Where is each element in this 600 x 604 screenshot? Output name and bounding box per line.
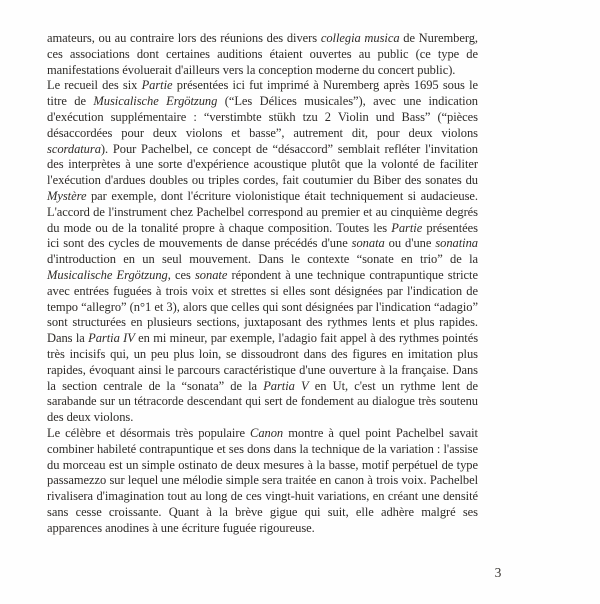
italic-run: collegia musica	[320, 31, 400, 45]
italic-run: Partie	[391, 220, 423, 235]
text-run: (“Les Délices musicales”), avec une indication d'exécution supplémentaire : “verstimbte stükh tzu 2 Violin und Bass” (“pièces désaccordées pour deux violons et basse”, autrement dit, pour deux violons	[47, 94, 478, 140]
text-run: en Ut, c'est un rythme lent de sarabande sur un tétracorde descendant qui sert de fondement au dialogue très soutenu des deux violons.	[47, 378, 478, 425]
text-run: ). Pour Pachelbel, ce concept de “désaccord” semblait refléter l'invitation des interprètes à une sorte d'expérience acoustique plutôt que la volonté de faciliter l'exécution d'ardues doubles ou triples cordes, fait coutumier du Biber des sonates du	[47, 141, 478, 188]
italic-run: Musicalische Ergötzung	[93, 94, 218, 109]
italic-run: Partie	[141, 78, 173, 93]
italic-run: sonata	[351, 236, 385, 251]
text-run: ou d'une	[384, 236, 436, 251]
italic-run: sonate	[194, 267, 228, 282]
text-run: amateurs, ou au contraire lors des réunions des divers	[47, 31, 321, 45]
text-run: montre à quel point Pachelbel savait combiner habileté contrapuntique et ses dons dans la technique de la variation : l'assise du morceau est un simple ostinato de deux mesures à la basse, motif perpétuel de type passamezzo sur lequel une mélodie simple sera traitée en canon à trois voix. Pachelbel rivalisera d'imagination tout au long de ces vingt-huit variations, en créant une densité sans cesse croissante. Quant à la brève gigue qui suit, elle adhère malgré ses apparences anodines à une écriture fuguée rigoureuse.	[47, 425, 478, 535]
liner-notes-text	[47, 31, 478, 537]
text-run: Le recueil des six	[47, 78, 142, 93]
text-run: en mi mineur, par exemple, l'adagio fait appel à des rythmes pointés très incisifs qui, un peu plus loin, se dissoudront dans des figures en imitation plus rapides, évoquant ainsi le parcours caractéristique d'une ouverture à la française. Dans la section centrale de la “sonata” de la	[47, 331, 479, 393]
paragraph	[47, 31, 478, 78]
text-run: présentées ici fut imprimé à Nuremberg après 1695 sous le titre de	[47, 78, 478, 109]
paragraph	[47, 426, 478, 537]
italic-run: Canon	[250, 425, 284, 440]
italic-run: Mystère	[47, 188, 87, 203]
italic-run: Partia IV	[88, 331, 135, 346]
text-run: , ces	[167, 267, 195, 282]
page-number: 3	[494, 565, 502, 580]
text-run: par exemple, dont l'écriture violonistique était techniquement si audacieuse. L'accord de l'instrument chez Pachelbel correspond au premier et au cinquième degrés du mode ou de la tonalité propre à chaque composition. Toutes les	[47, 188, 478, 235]
text-run: de Nuremberg, ces associations dont certaines auditions étaient ouvertes au public (ce type de manifestations évoluerait d'ailleurs vers la conception moderne du concert public).	[47, 31, 478, 77]
text-run: Le célèbre et désormais très populaire	[47, 425, 251, 440]
text-run: répondent à une technique contrapuntique stricte avec entrées fuguées à trois voix et strettes si elles sont désignées par l'indication de tempo “allegro” (n°1 et 3), alors que celles qui sont désignées par l'indication “adagio” sont structurées en plusieurs sections, juxtaposant des rythmes lents et plus rapides. Dans la	[47, 267, 478, 346]
text-run: d'introduction en un seul mouvement. Dans le contexte “sonate en trio” de la	[47, 252, 478, 267]
italic-run: Partia V	[263, 378, 309, 393]
italic-run: Musicalische Ergötzung	[47, 267, 168, 282]
paragraph	[47, 78, 478, 426]
italic-run: sonatina	[435, 236, 478, 251]
italic-run: scordatura	[47, 141, 101, 156]
text-run: présentées ici sont des cycles de mouvements de danse précédés d'une	[47, 220, 478, 251]
